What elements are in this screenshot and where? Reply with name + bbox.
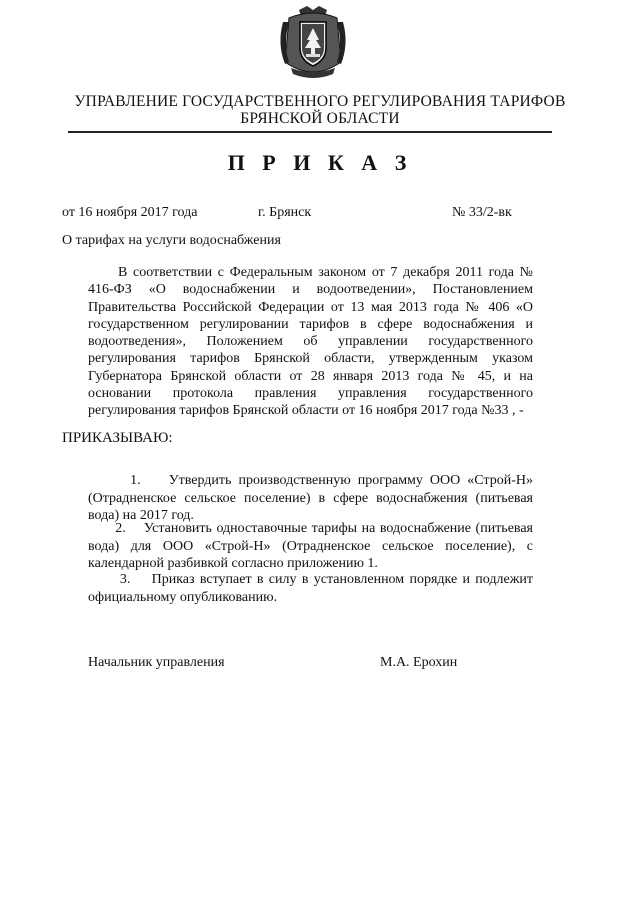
org-name-line1: УПРАВЛЕНИЕ ГОСУДАРСТВЕННОГО РЕГУЛИРОВАНИЯ ТАРИФОВ [74,93,566,110]
order-item-line: 3. Приказ вступает в силу в установленном порядке и подлежит [88,572,533,587]
order-item-line: 1. Утвердить производственную программу ООО «Строй-Н» [88,473,533,488]
document-title: П Р И К А З [227,150,413,175]
signature-position: Начальник управления [88,655,225,670]
preamble-line: водоотведения», Положением об управлении государственного [88,334,533,350]
preamble-paragraph [88,264,533,420]
org-name-line2: БРЯНСКОЙ ОБЛАСТИ [240,110,400,127]
order-item-line: вода) для ООО «Строй-Н» (Отрадненское сельское поселение), с [88,538,533,554]
preamble-line: основании протокола правления управления государственного [88,386,533,402]
signature-name: М.А. Ерохин [380,655,458,670]
preamble-line: государственном регулировании тарифов в сфере водоснабжения и [88,316,533,332]
preamble-line: Губернатора Брянской области от 28 января 2013 года № 45, и на [88,368,533,384]
order-item-line: (Отрадненское сельское поселение) в сфере водоснабжения (питьевая [88,490,533,506]
order-heading: ПРИКАЗЫВАЮ: [62,430,173,446]
order-item-1 [88,472,533,525]
document-number: № 33/2-вк [452,205,512,220]
preamble-line: В соответствии с Федеральным законом от 7 декабря 2011 года № [118,265,533,280]
order-item-line: 2. Установить одноставочные тарифы на водоснабжение (питьевая [88,521,533,536]
preamble-line: Правительства Российской Федерации от 13 мая 2013 года № 406 «О [88,299,533,315]
order-item-3 [88,571,533,606]
order-item-line: вода) на 2017 год. [88,508,194,523]
document-city: г. Брянск [258,205,312,220]
order-item-2 [88,520,533,573]
preamble-line: регулирования тарифов Брянской области, утвержденным указом [88,351,533,367]
preamble-line: регулирования тарифов Брянской области от 16 ноября 2017 года №33 , - [88,403,524,419]
order-item-line: календарной разбивкой согласно приложению 1. [88,556,378,571]
document-subject: О тарифах на услуги водоснабжения [62,233,281,248]
preamble-line: 416-ФЗ «О водоснабжении и водоотведении», Постановлением [88,282,533,298]
header-divider [68,131,552,133]
order-item-line: официальному опубликованию. [88,589,278,605]
coat-of-arms-icon [269,4,357,82]
document-date: от 16 ноября 2017 года [62,205,198,220]
